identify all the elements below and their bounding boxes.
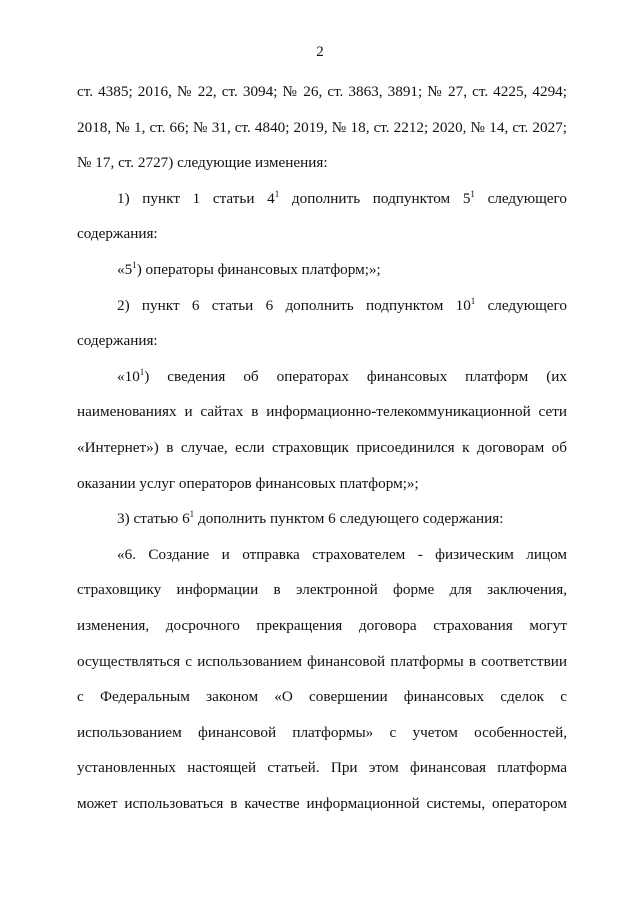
superscript: 1	[470, 188, 475, 199]
line-text: с Федеральным законом «О совершении финансовых сделок с	[77, 688, 567, 706]
line-text: «10	[117, 367, 140, 385]
text-line	[77, 402, 567, 438]
line-text: использованием финансовой платформы» с учетом особенностей,	[77, 723, 567, 741]
line-text: ) сведения об операторах финансовых платформ (их	[144, 367, 567, 385]
line-text: 3) статью 6	[117, 510, 190, 528]
document-body	[77, 82, 567, 829]
superscript: 1	[189, 509, 195, 520]
text-line	[77, 616, 567, 652]
text-line	[77, 758, 567, 794]
superscript: 1	[132, 259, 137, 270]
text-line	[77, 331, 567, 367]
text-line	[77, 367, 567, 403]
line-text: 2018, № 1, ст. 66; № 31, ст. 4840; 2019, № 18, ст. 2212; 2020, № 14, ст. 2027;	[77, 118, 567, 136]
text-line	[77, 260, 567, 296]
text-line	[77, 82, 567, 118]
text-line	[77, 652, 567, 688]
text-line	[77, 296, 567, 332]
text-line	[77, 509, 567, 545]
line-text: «Интернет») в случае, если страховщик присоединился к договорам об	[77, 438, 567, 456]
text-line	[77, 580, 567, 616]
superscript: 1	[470, 295, 476, 306]
line-text: содержания:	[77, 225, 158, 243]
line-text: осуществляться с использованием финансовой платформы в соответствии	[77, 652, 567, 670]
line-text: может использоваться в качестве информационной системы, оператором	[77, 794, 567, 812]
text-line	[77, 118, 567, 154]
line-text: ст. 4385; 2016, № 22, ст. 3094; № 26, ст. 3863, 3891; № 27, ст. 4225, 4294;	[77, 83, 567, 100]
line-text: наименованиях и сайтах в информационно-телекоммуникационной сети	[77, 403, 567, 421]
line-text: дополнить подпунктом 5	[279, 189, 471, 207]
text-line	[77, 687, 567, 723]
line-text: страховщику информации в электронной форме для заключения,	[77, 581, 567, 599]
line-text: 2) пункт 6 статьи 6 дополнить подпунктом 10	[117, 296, 471, 314]
line-text: следующего	[474, 189, 567, 207]
line-text: оказании услуг операторов финансовых платформ;»;	[77, 474, 419, 492]
text-line	[77, 474, 567, 510]
line-text: изменения, досрочного прекращения договора страхования могут	[77, 616, 567, 634]
line-text: «6. Создание и отправка страхователем - физическим лицом	[117, 545, 567, 563]
line-text: 1) пункт 1 статьи 4	[117, 189, 275, 207]
text-line	[77, 723, 567, 759]
line-text: «5	[117, 260, 133, 278]
line-text: № 17, ст. 2727) следующие изменения:	[77, 154, 328, 172]
line-text: дополнить пунктом 6 следующего содержания:	[194, 510, 504, 528]
line-text: ) операторы финансовых платформ;»;	[136, 260, 381, 278]
text-line	[77, 224, 567, 260]
line-text: содержания:	[77, 332, 158, 350]
text-line	[77, 189, 567, 225]
line-text: установленных настоящей статьей. При этом финансовая платформа	[77, 759, 567, 777]
text-line	[77, 545, 567, 581]
text-line	[77, 438, 567, 474]
line-text: следующего	[475, 296, 567, 314]
superscript: 1	[274, 188, 280, 199]
superscript: 1	[139, 366, 145, 377]
text-line	[77, 153, 567, 189]
text-line	[77, 794, 567, 830]
page-number: 2	[316, 44, 324, 60]
